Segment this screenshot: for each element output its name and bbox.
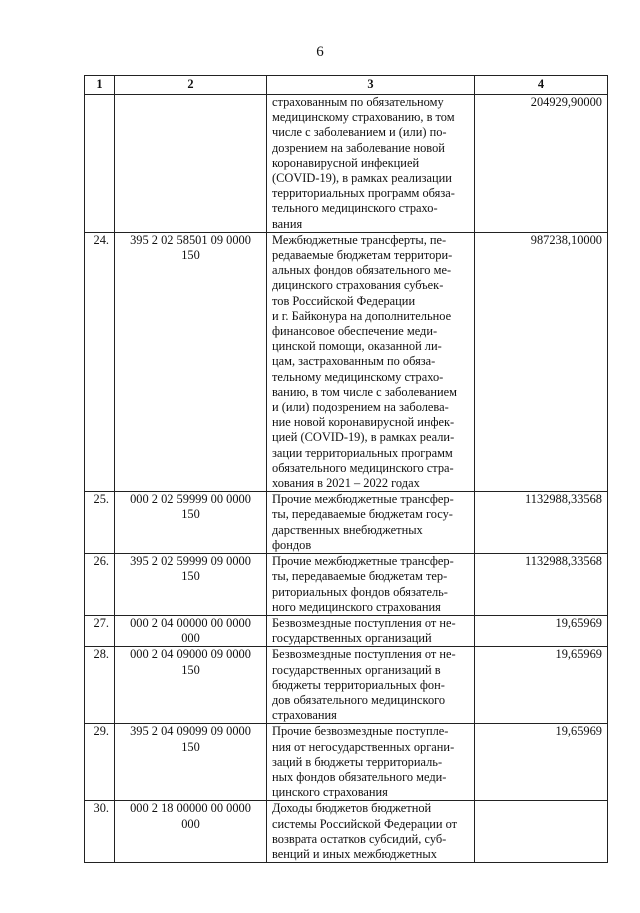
table-row xyxy=(85,554,608,616)
row-number: 30. xyxy=(85,801,115,863)
row-number: 29. xyxy=(85,724,115,801)
budget-code: 395 2 02 59999 09 0000 150 xyxy=(115,554,267,616)
header-cell: 2 xyxy=(115,76,267,95)
row-amount xyxy=(475,801,608,863)
table-row xyxy=(85,492,608,554)
row-number: 26. xyxy=(85,554,115,616)
table-row xyxy=(85,232,608,491)
row-number: 24. xyxy=(85,232,115,491)
row-number: 27. xyxy=(85,615,115,646)
budget-code: 000 2 04 09000 09 0000 150 xyxy=(115,647,267,724)
budget-table xyxy=(84,75,608,863)
row-description: Прочие межбюджетные трансфер- ты, передаваемые бюджетам госу- дарственных внебюджетных фондов xyxy=(267,492,475,554)
row-description: Безвозмездные поступления от не- государственных организаций xyxy=(267,615,475,646)
row-amount: 19,65969 xyxy=(475,724,608,801)
row-description: Прочие безвозмездные поступле- ния от негосударственных органи- заций в бюджеты территориаль- ных фондов обязательного меди- цинского страхования xyxy=(267,724,475,801)
budget-code xyxy=(115,95,267,233)
header-cell: 4 xyxy=(475,76,608,95)
row-amount: 19,65969 xyxy=(475,647,608,724)
header-cell: 1 xyxy=(85,76,115,95)
row-amount: 204929,90000 xyxy=(475,95,608,233)
row-number: 28. xyxy=(85,647,115,724)
table-header-row xyxy=(85,76,608,95)
table-row xyxy=(85,724,608,801)
row-description: Безвозмездные поступления от не- государственных организаций в бюджеты территориальных фон- дов обязательного медицинского страхования xyxy=(267,647,475,724)
row-number xyxy=(85,95,115,233)
row-description: Прочие межбюджетные трансфер- ты, передаваемые бюджетам тер- риториальных фондов обязатель- ного медицинского страхования xyxy=(267,554,475,616)
row-number: 25. xyxy=(85,492,115,554)
row-amount: 1132988,33568 xyxy=(475,554,608,616)
page-number: 6 xyxy=(316,44,324,60)
row-amount: 1132988,33568 xyxy=(475,492,608,554)
budget-code: 000 2 02 59999 00 0000 150 xyxy=(115,492,267,554)
budget-code: 395 2 04 09099 09 0000 150 xyxy=(115,724,267,801)
row-amount: 987238,10000 xyxy=(475,232,608,491)
table-row xyxy=(85,615,608,646)
budget-code: 395 2 02 58501 09 0000 150 xyxy=(115,232,267,491)
row-description: страхованным по обязательному медицинскому страхованию, в том числе с заболеванием и (или) по- дозрением на заболевание новой коронавирусной инфекцией (COVID-19), в рамках реализации территориальных программ обяза- тельного медицинского страхо- вания xyxy=(267,95,475,233)
header-cell: 3 xyxy=(267,76,475,95)
budget-code: 000 2 04 00000 00 0000 000 xyxy=(115,615,267,646)
row-amount: 19,65969 xyxy=(475,615,608,646)
table-row xyxy=(85,801,608,863)
table-row xyxy=(85,95,608,233)
row-description: Доходы бюджетов бюджетной системы Российской Федерации от возврата остатков субсидий, суб- венций и иных межбюджетных xyxy=(267,801,475,863)
table-row xyxy=(85,647,608,724)
budget-code: 000 2 18 00000 00 0000 000 xyxy=(115,801,267,863)
row-description: Межбюджетные трансферты, пе- редаваемые бюджетам территори- альных фондов обязательного ме- дицинского страхования субъек- тов Российской Федерации и г. Байконура на дополнительное финансовое обеспечение меди- цинской помощи, оказанной ли- цам, застрахованным по обяза- тельному медицинскому страхо- ванию, в том числе с заболеванием и (или) подозрением на заболева- ние новой коронавирусной инфек- цией (COVID-19), в рамках реали- зации территориальных программ обязательного медицинского стра- хования в 2021 – 2022 годах xyxy=(267,232,475,491)
